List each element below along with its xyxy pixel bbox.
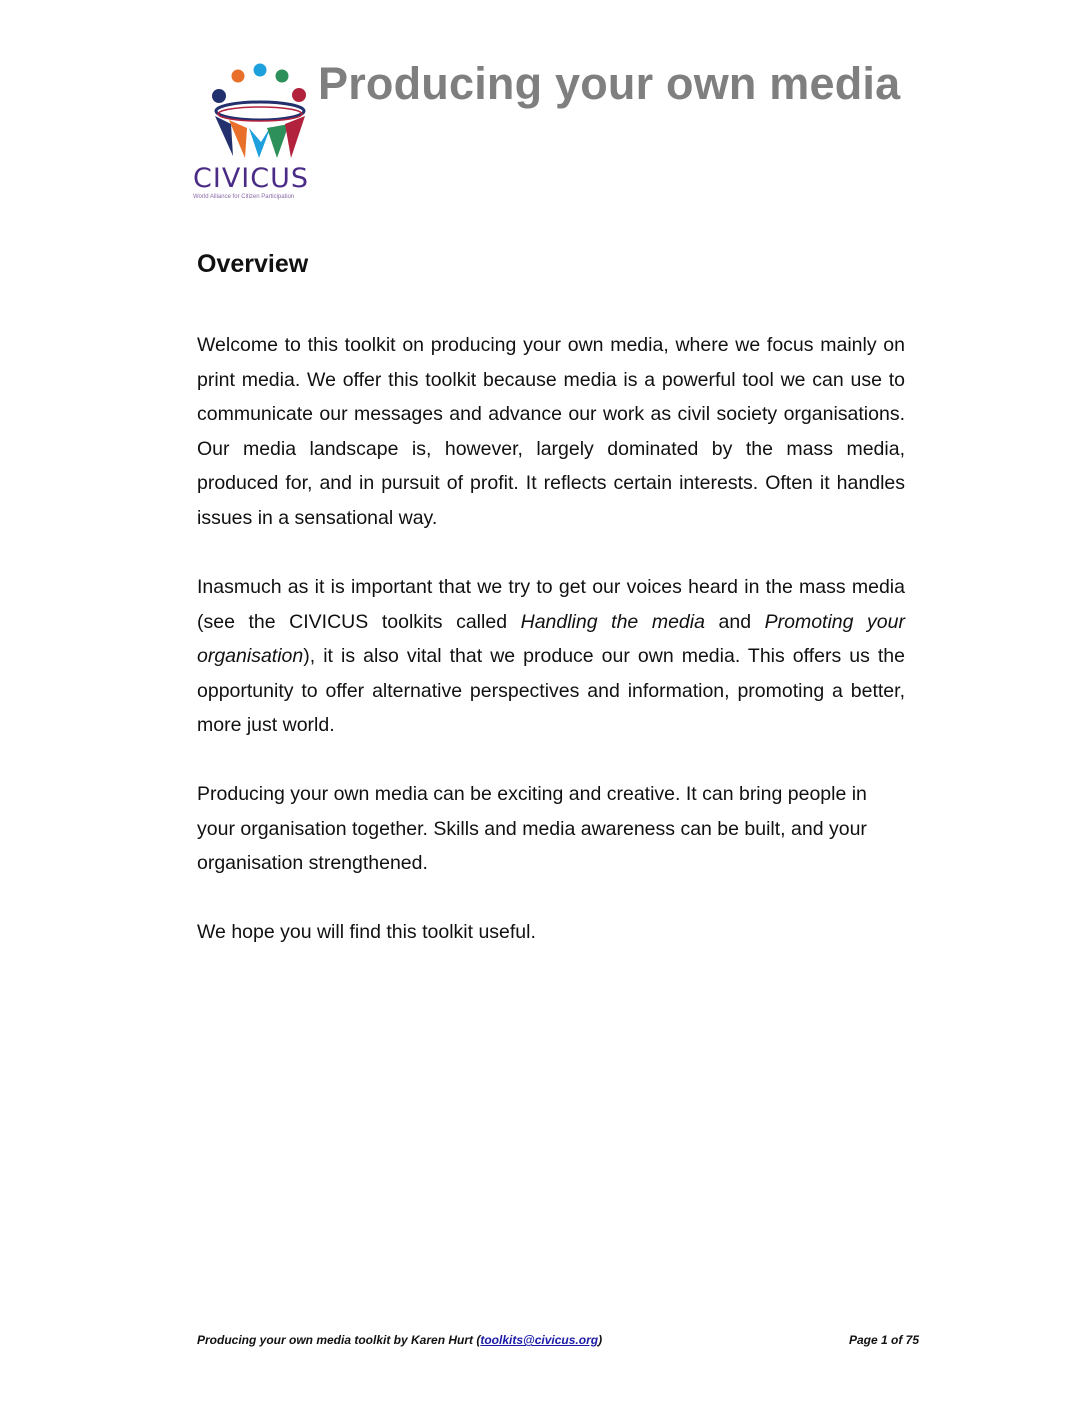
footer-email-link[interactable]: toolkits@civicus.org (480, 1333, 599, 1347)
paragraph-inasmuch (197, 570, 905, 743)
section-heading-overview: Overview (197, 250, 309, 278)
footer-credit-suffix: ) (598, 1333, 603, 1347)
civicus-tagline: World Alliance for Citizen Participation (193, 194, 295, 200)
toolkit-title-handling-media: Handling the media (520, 610, 705, 633)
p2-text-a: Inasmuch as it is important that we try to get our voices heard in the mass media (see the CIVICUS toolkits called (197, 576, 905, 633)
page-number: Page 1 of 75 (848, 1333, 919, 1347)
paragraph-exciting: Producing your own media can be exciting and creative. It can bring people in your organisation together. Skills and media awareness can be built, and your organisation strengthened. (197, 783, 867, 874)
paragraph-welcome: Welcome to this toolkit on producing your own media, where we focus mainly on print media. We offer this toolkit because media is a powerful tool we can use to communicate our messages and advance our work as civil society organisations. Our media landscape is, however, largely dominated by the mass media, produced for, and in pursuit of profit. It reflects certain interests. Often it handles issues in a sensational way. (197, 334, 905, 529)
document-title: Producing your own media (318, 58, 901, 109)
paragraph-closing: We hope you will find this toolkit useful. (197, 921, 536, 943)
civicus-wordmark: CIVICUS (193, 163, 310, 194)
page-footer (197, 1333, 919, 1347)
p2-text-b: and (704, 610, 765, 633)
footer-credit (197, 1333, 602, 1347)
footer-credit-prefix: Producing your own media toolkit by Karen Hurt ( (197, 1333, 481, 1347)
civicus-logo-icon (205, 58, 330, 163)
toolkit-title-promoting-organisation: Promoting your organisation (197, 610, 905, 667)
p2-text-c: ), it is also vital that we produce our own media. This offers us the opportunity to offer alternative perspectives and information, promoting a better, more just world. (197, 645, 905, 736)
